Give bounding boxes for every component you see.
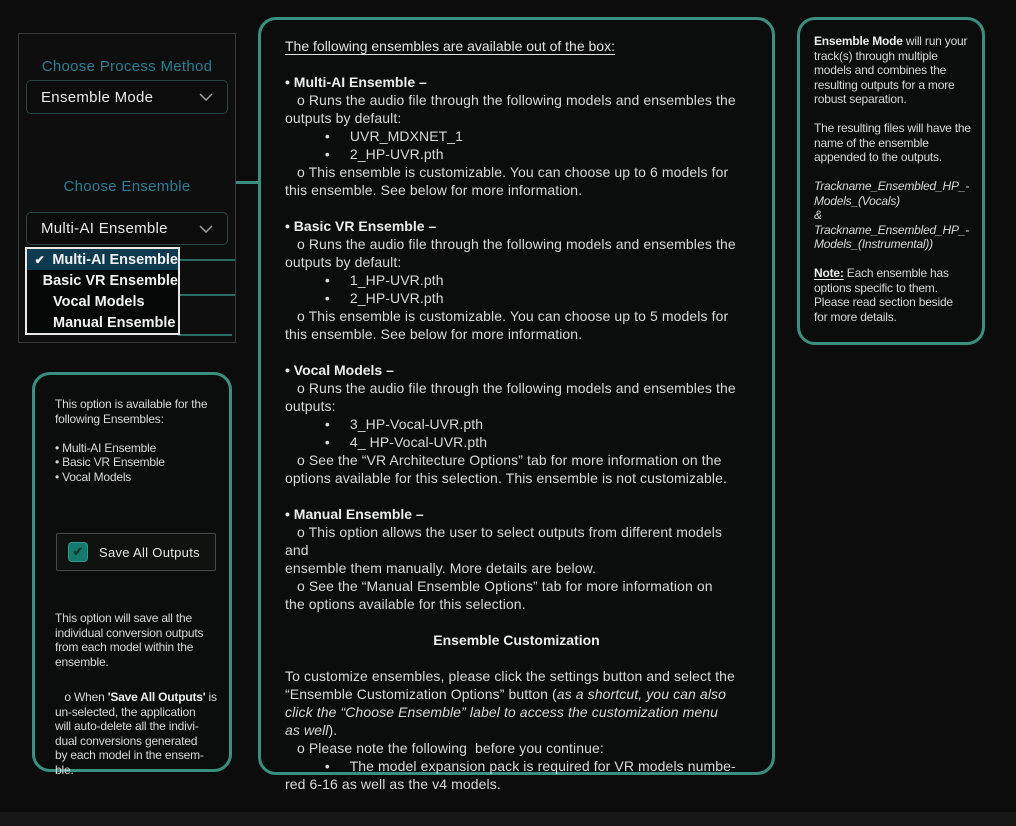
save-ensemble-bullets: • Multi-AI Ensemble • Basic VR Ensemble • Vocal Models [55, 440, 165, 484]
process-method-dropdown[interactable] [26, 80, 228, 114]
section-header-vocal-models: • Vocal Models – [285, 362, 394, 378]
ensemble-dropdown-open-list [25, 247, 180, 335]
info-filename-examples: Trackname_Ensembled_HP_- Models_(Vocals) & Trackname_Ensembled_HP_- Models_(Instrumental)) [814, 179, 970, 251]
chevron-down-icon [199, 88, 213, 106]
save-unselected-text: o When 'Save All Outputs' is un-selected, the application will auto-delete all the indivi- dual conversions generated by each model in the ensem- ble. [55, 690, 217, 777]
dropdown-option-manual-ensemble[interactable] [27, 312, 178, 333]
info-note: Note: Each ensemble has options specific to them. Please read section beside for more details. [814, 266, 953, 324]
help-title: The following ensembles are available out of the box: [285, 38, 615, 54]
choose-ensemble-label[interactable]: Choose Ensemble [63, 178, 191, 195]
dropdown-option-label: Multi-AI Ensemble [52, 251, 178, 268]
ensemble-value: Multi-AI Ensemble [41, 220, 168, 237]
save-all-outputs-button[interactable] [56, 533, 216, 571]
section-body-multi-ai: o Runs the audio file through the following models and ensembles the outputs by default: • UVR_MDXNET_1 • 2_HP-UVR.pth o This ensemble is customizable. You can choose up to 6 models for this ensemble. See below for more information. [285, 92, 736, 198]
process-method-value: Ensemble Mode [41, 88, 154, 106]
ensemble-customization-heading: Ensemble Customization [433, 632, 600, 648]
bottom-strip [0, 812, 1016, 826]
choose-process-method-label: Choose Process Method [41, 58, 213, 75]
dropdown-option-multi-ai-ensemble[interactable] [27, 249, 178, 270]
dropdown-option-label: Basic VR Ensemble [42, 272, 178, 289]
ensembles-help-panel [258, 17, 775, 792]
section-header-basic-vr: • Basic VR Ensemble – [285, 218, 437, 234]
checkmark-icon: ✔ [34, 252, 45, 267]
section-header-multi-ai: • Multi-AI Ensemble – [285, 74, 427, 90]
section-body-manual-ensemble: o This option allows the user to select outputs from different models and ensemble them manually. More details are below. o See the “Manual Ensemble Options” tab for more information on the options available for this selection. [285, 524, 723, 612]
ensemble-dropdown[interactable] [26, 212, 228, 245]
callout-connector-line [236, 181, 259, 184]
section-body-vocal-models: o Runs the audio file through the following models and ensembles the outputs: • 3_HP-Vocal-UVR.pth • 4_ HP-Vocal-UVR.pth o See the “VR Architecture Options” tab for more information on the options available for this selection. This ensemble is not customizable. [285, 380, 736, 486]
customization-notes: o Please note the following before you continue: • The model expansion pack is required for VR models numbe- red 6-16 as well as the v4 models. [285, 740, 736, 792]
save-all-outputs-info-panel [32, 372, 232, 777]
save-all-outputs-label: Save All Outputs [99, 544, 200, 560]
process-method-panel [18, 33, 236, 343]
dropdown-option-label: Vocal Models [53, 293, 145, 310]
chevron-down-icon [199, 220, 213, 238]
hidden-widget-border-fragment [178, 259, 235, 261]
info-paragraph-2: The resulting files will have the name of the ensemble appended to the outputs. [814, 121, 971, 164]
checkbox-checked-icon[interactable]: ✔ [68, 542, 88, 562]
customization-paragraph: To customize ensembles, please click the settings button and select the “Ensemble Customization Options” button (as a shortcut, you can also click the “Choose Ensemble” label to access the customization menu as well). [285, 668, 735, 738]
dropdown-option-basic-vr-ensemble[interactable] [27, 270, 178, 291]
section-header-manual-ensemble: • Manual Ensemble – [285, 506, 424, 522]
info-paragraph-1: Ensemble Mode will run your track(s) through multiple models and combines the resulting outputs for a more robust separation. [814, 34, 968, 106]
save-description-text: This option will save all the individual conversion outputs from each model within the ensemble. [55, 611, 204, 669]
dropdown-option-label: Manual Ensemble [53, 314, 176, 331]
ensemble-mode-info-panel [797, 17, 985, 345]
hidden-widget-border-fragment [178, 294, 235, 296]
section-body-basic-vr: o Runs the audio file through the following models and ensembles the outputs by default: • 1_HP-UVR.pth • 2_HP-UVR.pth o This ensemble is customizable. You can choose up to 5 models for this ensemble. See below for more information. [285, 236, 736, 342]
dropdown-option-vocal-models[interactable] [27, 291, 178, 312]
save-availability-text: This option is available for the following Ensembles: [55, 397, 208, 426]
hidden-widget-border-fragment [178, 334, 232, 336]
